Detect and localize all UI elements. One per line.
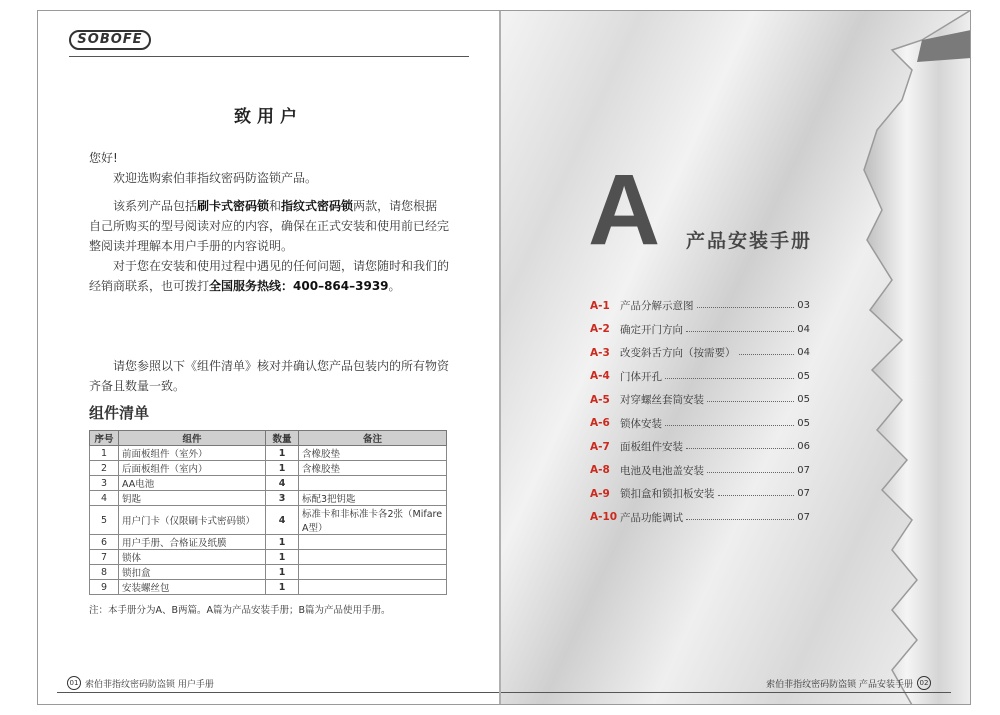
greeting: 您好! — [89, 151, 118, 165]
toc-item[interactable] — [590, 482, 810, 506]
toc-page: 04 — [797, 323, 810, 335]
toc-label: 电池及电池盖安装 — [620, 464, 704, 477]
toc-leader — [665, 425, 794, 426]
toc-label: 锁扣盒和锁扣板安装 — [620, 488, 715, 501]
toc-page: 07 — [797, 488, 810, 500]
cell-remarks — [299, 580, 447, 595]
toc-page: 05 — [797, 370, 810, 382]
cell-component: 用户手册、合格证及纸膜 — [119, 535, 266, 550]
toc-label: 对穿螺丝套筒安装 — [620, 394, 704, 407]
toc-leader — [665, 378, 794, 379]
header-index: 序号 — [90, 431, 119, 446]
installation-manual-title: 产品安装手册 — [686, 230, 813, 252]
service-paragraph — [89, 256, 449, 296]
cell-component: AA电池 — [119, 476, 266, 491]
toc-label: 确定开门方向 — [620, 323, 683, 336]
toc-number: A-5 — [590, 393, 610, 406]
toc-item[interactable] — [590, 294, 810, 318]
footer-rule-left — [57, 692, 500, 693]
cell-quantity: 1 — [266, 550, 299, 565]
header-quantity: 数量 — [266, 431, 299, 446]
toc-label: 产品分解示意图 — [620, 300, 694, 313]
cell-quantity: 1 — [266, 446, 299, 461]
page-number-left: 01 — [67, 676, 81, 690]
intro-text-1: 该系列产品包括 — [113, 199, 198, 213]
toc-number: A-3 — [590, 346, 610, 359]
cell-quantity: 4 — [266, 506, 299, 535]
cell-quantity: 4 — [266, 476, 299, 491]
toc-label: 面板组件安装 — [620, 441, 683, 454]
brand-logo: SOBOFE — [69, 30, 151, 50]
table-row — [90, 506, 447, 535]
header-rule — [69, 56, 469, 57]
service-text-1: 对于您在安装和使用过程中遇见的任何问题，请您随时和我们的经销商联系，也可拨打 — [89, 259, 450, 293]
toc-leader — [707, 401, 794, 402]
toc-label: 锁体安装 — [620, 417, 662, 430]
cell-remarks: 标准卡和非标准卡各2张（Mifare A型） — [299, 506, 447, 535]
parts-list-title: 组件清单 — [89, 404, 150, 422]
cell-index: 9 — [90, 580, 119, 595]
cell-quantity: 3 — [266, 491, 299, 506]
cell-quantity: 1 — [266, 580, 299, 595]
toc-number: A-9 — [590, 487, 610, 500]
toc-page: 04 — [797, 347, 810, 359]
toc-number: A-7 — [590, 440, 610, 453]
toc-item[interactable] — [590, 412, 810, 436]
toc-item[interactable] — [590, 435, 810, 459]
right-footer-text: 索伯菲指纹密码防盗锁 产品安装手册 — [766, 679, 913, 690]
toc-item[interactable] — [590, 365, 810, 389]
table-row — [90, 550, 447, 565]
cell-component: 锁扣盒 — [119, 565, 266, 580]
section-letter: A — [588, 154, 661, 266]
toc-page: 05 — [797, 394, 810, 406]
header-component: 组件 — [119, 431, 266, 446]
cell-index: 1 — [90, 446, 119, 461]
left-page — [37, 10, 500, 705]
intro-text-2: 和 — [269, 199, 282, 213]
toc-leader — [718, 495, 795, 496]
toc-item[interactable] — [590, 341, 810, 365]
table-row — [90, 461, 447, 476]
service-hotline: 全国服务热线：400–864–3939 — [209, 279, 389, 293]
cell-remarks — [299, 535, 447, 550]
cell-component: 锁体 — [119, 550, 266, 565]
cell-quantity: 1 — [266, 565, 299, 580]
cell-index: 3 — [90, 476, 119, 491]
toc-leader — [739, 354, 795, 355]
cell-quantity: 1 — [266, 535, 299, 550]
table-row — [90, 535, 447, 550]
cell-index: 6 — [90, 535, 119, 550]
toc-number: A-4 — [590, 370, 610, 383]
toc-leader — [697, 307, 795, 308]
cell-component: 钥匙 — [119, 491, 266, 506]
footer-rule-right — [500, 692, 951, 693]
header-remarks: 备注 — [299, 431, 447, 446]
page-spine — [499, 10, 501, 705]
cell-remarks: 标配3把钥匙 — [299, 491, 447, 506]
table-row — [90, 491, 447, 506]
toc-item[interactable] — [590, 388, 810, 412]
toc-label: 门体开孔 — [620, 370, 662, 383]
page-title: 致用户 — [234, 107, 303, 127]
greeting-block — [89, 148, 449, 188]
cell-index: 5 — [90, 506, 119, 535]
parts-table — [89, 430, 447, 595]
cell-remarks — [299, 565, 447, 580]
right-page — [500, 10, 971, 705]
toc-page: 06 — [797, 441, 810, 453]
table-of-contents — [590, 294, 810, 529]
table-row — [90, 580, 447, 595]
cell-index: 7 — [90, 550, 119, 565]
toc-number: A-8 — [590, 464, 610, 477]
right-footer — [766, 676, 931, 690]
left-footer — [67, 676, 214, 690]
table-row — [90, 565, 447, 580]
toc-page: 03 — [797, 300, 810, 312]
page-number-right: 02 — [917, 676, 931, 690]
cell-component: 后面板组件（室内） — [119, 461, 266, 476]
cell-component: 安装螺丝包 — [119, 580, 266, 595]
left-footer-text: 索伯菲指纹密码防盗锁 用户手册 — [85, 679, 214, 690]
toc-item[interactable] — [590, 506, 810, 530]
toc-leader — [686, 331, 794, 332]
cell-index: 8 — [90, 565, 119, 580]
toc-page: 05 — [797, 417, 810, 429]
toc-number: A-10 — [590, 511, 618, 524]
toc-item[interactable] — [590, 318, 810, 342]
manual-note: 注：本手册分为A、B两篇。A篇为产品安装手册；B篇为产品使用手册。 — [89, 605, 391, 616]
cell-index: 4 — [90, 491, 119, 506]
toc-number: A-6 — [590, 417, 610, 430]
cell-quantity: 1 — [266, 461, 299, 476]
table-row — [90, 476, 447, 491]
toc-leader — [686, 519, 794, 520]
cell-remarks: 含橡胶垫 — [299, 461, 447, 476]
toc-number: A-2 — [590, 323, 610, 336]
intro-bold-card-lock: 刷卡式密码锁 — [197, 199, 270, 213]
toc-leader — [707, 472, 794, 473]
toc-label: 改变斜舌方向（按需要） — [620, 347, 736, 360]
toc-number: A-1 — [590, 299, 610, 312]
toc-page: 07 — [797, 464, 810, 476]
cell-remarks — [299, 476, 447, 491]
intro-text-3: 两款，请您根据自己所购买的型号阅读对应的内容，确保在正式安装和使用前已经完整阅读并理解本用户手册的内容说明。 — [89, 199, 450, 253]
intro-bold-fingerprint-lock: 指纹式密码锁 — [281, 199, 354, 213]
toc-label: 产品功能调试 — [620, 511, 683, 524]
cell-index: 2 — [90, 461, 119, 476]
service-text-2: 。 — [388, 279, 401, 293]
cell-remarks: 含橡胶垫 — [299, 446, 447, 461]
welcome-text: 欢迎选购索伯菲指纹密码防盗锁产品。 — [113, 171, 318, 185]
cell-remarks — [299, 550, 447, 565]
table-row — [90, 446, 447, 461]
cell-component: 前面板组件（室外） — [119, 446, 266, 461]
intro-paragraph — [89, 196, 449, 256]
cell-component: 用户门卡（仅限刷卡式密码锁） — [119, 506, 266, 535]
toc-page: 07 — [797, 511, 810, 523]
checklist-paragraph: 请您参照以下《组件清单》核对并确认您产品包装内的所有物资齐备且数量一致。 — [89, 359, 450, 393]
table-header-row — [90, 431, 447, 446]
toc-item[interactable] — [590, 459, 810, 483]
toc-leader — [686, 448, 794, 449]
